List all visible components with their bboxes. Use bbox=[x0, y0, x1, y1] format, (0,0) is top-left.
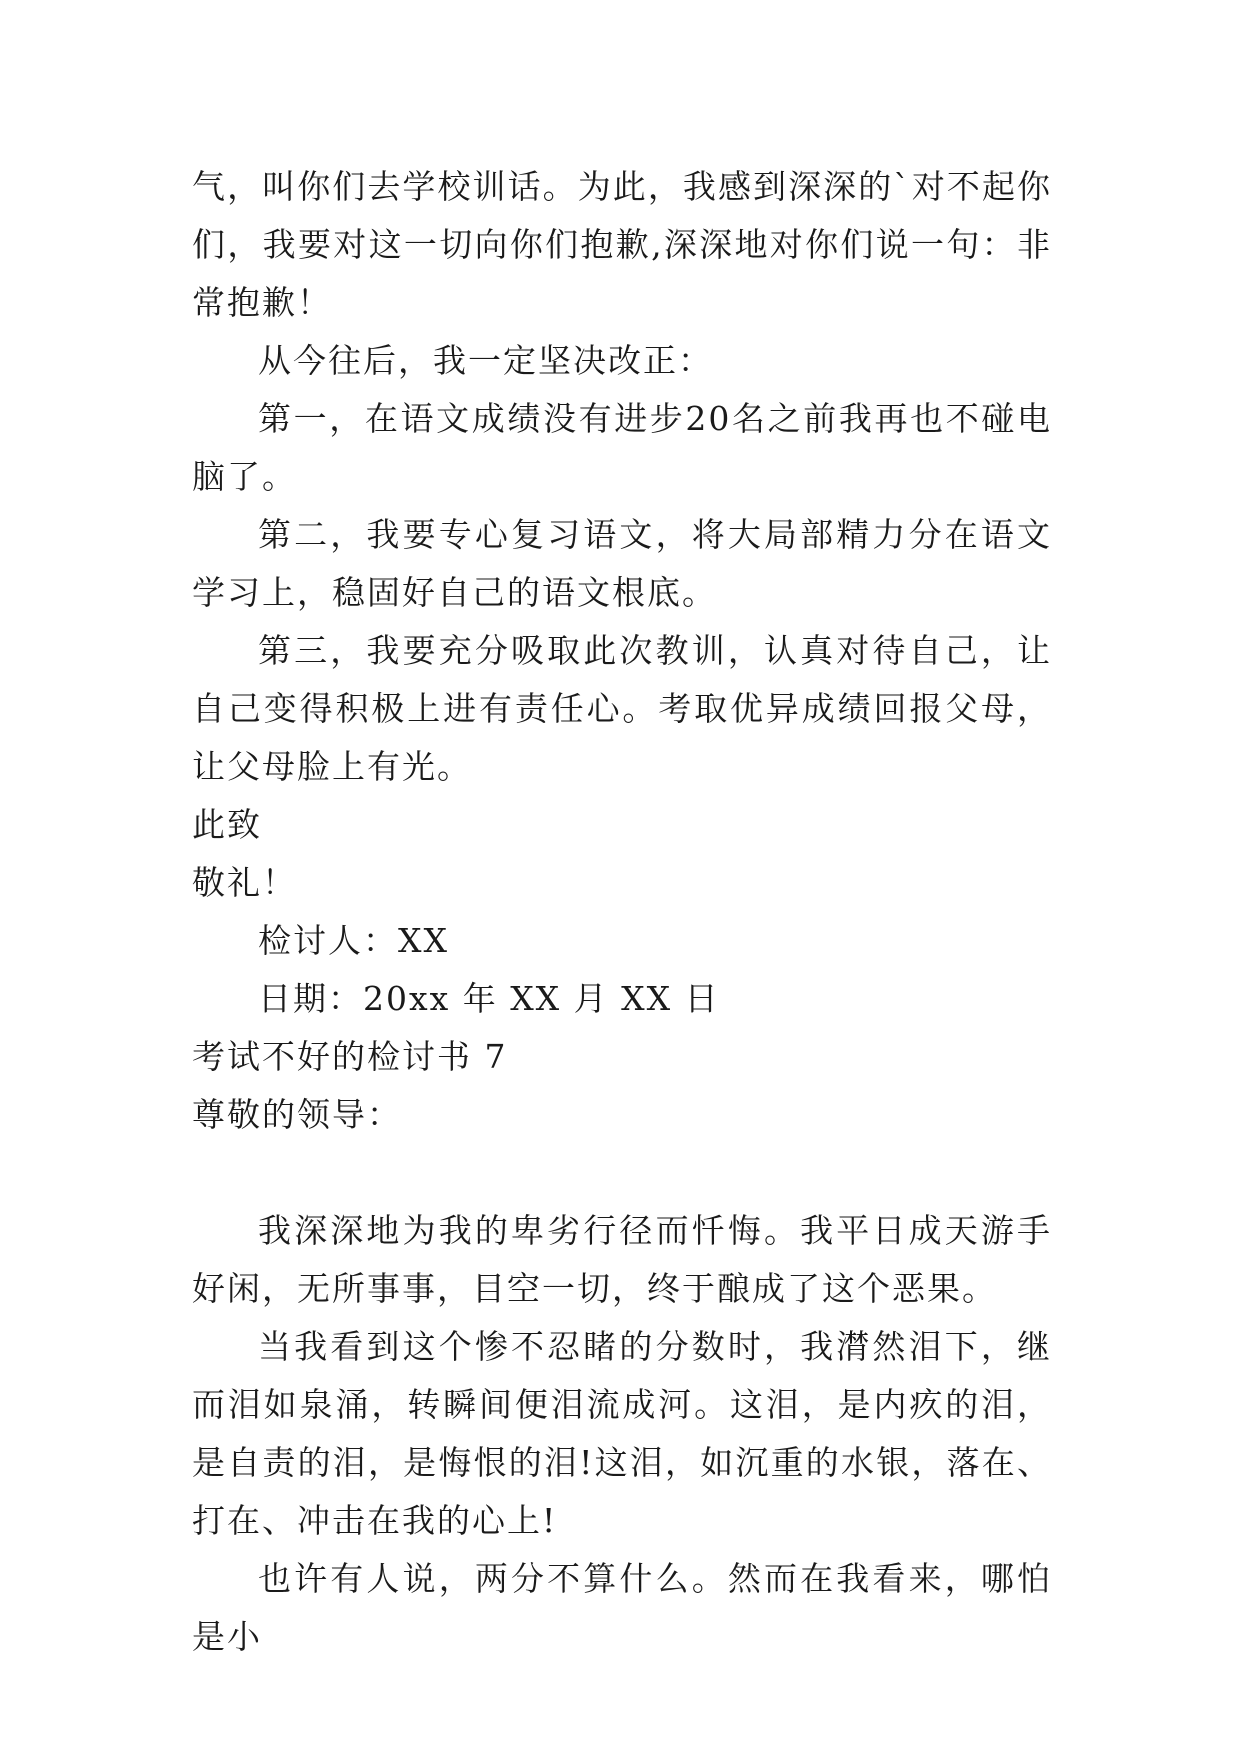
signature-date: 日期：20xx 年 XX 月 XX 日 bbox=[258, 979, 720, 1018]
blank-line bbox=[192, 1144, 1052, 1202]
paragraph-resolve-intro: 从今往后，我一定坚决改正： bbox=[258, 341, 713, 380]
document-body bbox=[192, 158, 1052, 1666]
paragraph-two-points: 也许有人说，两分不算什么。然而在我看来，哪怕是小 bbox=[192, 1559, 1052, 1656]
paragraph-point-three: 第三，我要充分吸取此次教训，认真对待自己，让自己变得积极上进有责任心。考取优异成绩回报父母，让父母脸上有光。 bbox=[192, 631, 1052, 786]
closing-salutation: 此致 bbox=[192, 805, 262, 844]
signature-author: 检讨人：XX bbox=[258, 921, 449, 960]
paragraph-point-two: 第二，我要专心复习语文，将大局部精力分在语文学习上，稳固好自己的语文根底。 bbox=[192, 515, 1052, 612]
greeting: 尊敬的领导： bbox=[192, 1095, 402, 1134]
paragraph-tears: 当我看到这个惨不忍睹的分数时，我潸然泪下，继而泪如泉涌，转瞬间便泪流成河。这泪，是内疚的泪，是自责的泪，是悔恨的泪!这泪，如沉重的水银，落在、打在、冲击在我的心上! bbox=[192, 1327, 1052, 1540]
section-title: 考试不好的检讨书 7 bbox=[192, 1037, 508, 1076]
paragraph-repentance: 我深深地为我的卑劣行径而忏悔。我平日成天游手好闲，无所事事，目空一切，终于酿成了这个恶果。 bbox=[192, 1211, 1052, 1308]
paragraph-apology: 气，叫你们去学校训话。为此，我感到深深的`对不起你们，我要对这一切向你们抱歉,深深地对你们说一句：非常抱歉！ bbox=[192, 167, 1052, 322]
paragraph-point-one: 第一，在语文成绩没有进步20名之前我再也不碰电脑了。 bbox=[192, 399, 1052, 496]
closing-regards: 敬礼！ bbox=[192, 863, 297, 902]
